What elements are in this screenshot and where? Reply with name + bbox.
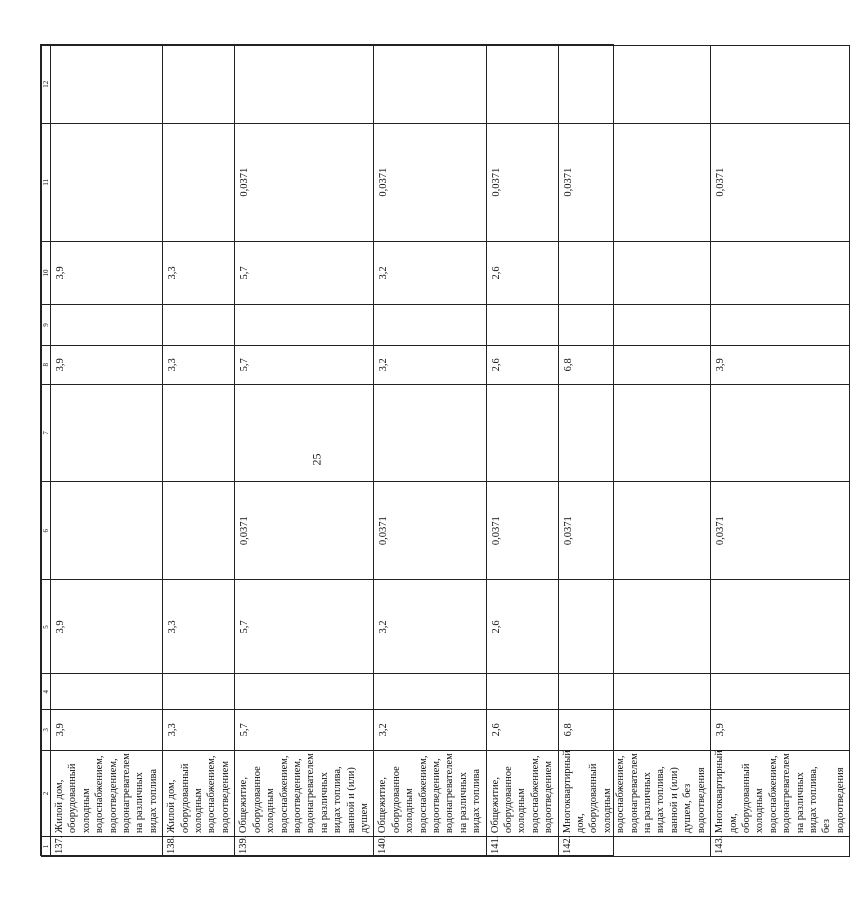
value-cell-col-12 xyxy=(163,46,235,124)
row-description: Общежитие, оборудованное холодным водоснабжением, водоотведением, водонагревателем на различных видах топлива xyxy=(374,750,486,836)
value-cell-col-11 xyxy=(51,123,163,241)
table-row xyxy=(486,46,558,857)
value-cell-col-10 xyxy=(711,241,850,304)
header-cell-11: 11 xyxy=(42,123,51,241)
header-cell-5: 5 xyxy=(42,580,51,674)
header-cell-10: 10 xyxy=(42,241,51,304)
row-description: Общежитие, оборудованное холодным водоснабжением, водоотведением, водонагревателем на различных видах топлива, ванной и (или) душем xyxy=(235,750,374,836)
value-cell-col-9 xyxy=(711,304,850,345)
header-cell-3: 3 xyxy=(42,709,51,750)
value-cell-col-7 xyxy=(235,384,374,481)
header-cell-2: 2 xyxy=(42,750,51,836)
row-number: 143. xyxy=(711,837,850,857)
value-cell-col-10: 3,2 xyxy=(374,241,486,304)
value-cell-col-9 xyxy=(374,304,486,345)
page-number: 25 xyxy=(309,453,324,466)
row-description: Жилой дом, оборудованный холодным водоснабжением, водоотведением, водонагревателем на различных видах топлива xyxy=(51,750,163,836)
value-cell-col-10: 2,6 xyxy=(486,241,558,304)
value-cell-col-8: 3,2 xyxy=(374,345,486,384)
value-cell-col-6: 0,0371 xyxy=(235,481,374,579)
value-cell-col-12 xyxy=(51,46,163,124)
value-cell-col-4 xyxy=(374,674,486,709)
value-cell-col-10: 3,9 xyxy=(51,241,163,304)
table-row xyxy=(558,46,710,857)
value-cell-col-6 xyxy=(163,481,235,579)
value-cell-col-4 xyxy=(558,674,710,709)
row-description: Жилой дом, оборудованный холодным водоснабжением, водоотведением xyxy=(163,750,235,836)
value-cell-col-5: 3,3 xyxy=(163,580,235,674)
value-cell-col-11: 0,0371 xyxy=(374,123,486,241)
row-number: 137. xyxy=(51,837,163,857)
value-cell-col-12 xyxy=(558,46,710,124)
value-cell-col-11 xyxy=(163,123,235,241)
value-cell-col-8: 2,6 xyxy=(486,345,558,384)
row-number: 142. xyxy=(558,837,710,857)
value-cell-col-7 xyxy=(486,384,558,481)
table-row xyxy=(51,46,163,857)
value-cell-col-4 xyxy=(235,674,374,709)
value-cell-col-5: 2,6 xyxy=(486,580,558,674)
header-cell-8: 8 xyxy=(42,345,51,384)
value-cell-col-10 xyxy=(558,241,710,304)
header-cell-12: 12 xyxy=(42,46,51,124)
value-cell-col-9 xyxy=(51,304,163,345)
value-cell-col-4 xyxy=(163,674,235,709)
value-cell-col-11: 0,0371 xyxy=(558,123,710,241)
value-cell-col-3: 2,6 xyxy=(486,709,558,750)
row-number: 139. xyxy=(235,837,374,857)
value-cell-col-11: 0,0371 xyxy=(235,123,374,241)
value-cell-col-8: 3,9 xyxy=(51,345,163,384)
value-cell-col-9 xyxy=(163,304,235,345)
value-cell-col-6: 0,0371 xyxy=(486,481,558,579)
value-cell-col-6: 0,0371 xyxy=(711,481,850,579)
value-cell-col-6: 0,0371 xyxy=(558,481,710,579)
header-cell-7: 7 xyxy=(42,384,51,481)
value-cell-col-5: 5,7 xyxy=(235,580,374,674)
value-cell-col-9 xyxy=(235,304,374,345)
value-cell-col-7 xyxy=(163,384,235,481)
value-cell-col-12 xyxy=(486,46,558,124)
rotated-table-content xyxy=(41,45,846,857)
value-cell-col-4 xyxy=(486,674,558,709)
row-description: Многоквартирный дом, оборудованный холодным водоснабжением, водонагревателем на различных видах топлива, без водоотведения xyxy=(711,750,850,836)
tariff-table xyxy=(40,44,846,856)
value-cell-col-8: 3,9 xyxy=(711,345,850,384)
value-cell-col-6 xyxy=(51,481,163,579)
value-cell-col-8: 5,7 xyxy=(235,345,374,384)
row-number: 141. xyxy=(486,837,558,857)
table-row xyxy=(711,46,850,857)
value-cell-col-5: 3,2 xyxy=(374,580,486,674)
value-cell-col-3: 5,7 xyxy=(235,709,374,750)
value-cell-col-8: 3,3 xyxy=(163,345,235,384)
value-cell-col-7 xyxy=(51,384,163,481)
value-cell-col-7 xyxy=(558,384,710,481)
value-cell-col-9 xyxy=(558,304,710,345)
value-cell-col-11: 0,0371 xyxy=(486,123,558,241)
row-description: Многоквартирный дом, оборудованный холодным водоснабжением, водонагревателем на различных видах топлива, ванной и (или) душем, без водоотведения xyxy=(558,750,710,836)
value-cell-col-5 xyxy=(558,580,710,674)
row-number: 138. xyxy=(163,837,235,857)
row-number: 140. xyxy=(374,837,486,857)
value-cell-col-11: 0,0371 xyxy=(711,123,850,241)
value-cell-col-12 xyxy=(235,46,374,124)
table-row xyxy=(163,46,235,857)
value-cell-col-7 xyxy=(711,384,850,481)
value-cell-col-5: 3,9 xyxy=(51,580,163,674)
header-cell-1: 1 xyxy=(42,837,51,857)
value-cell-col-6: 0,0371 xyxy=(374,481,486,579)
header-row xyxy=(42,46,51,857)
value-cell-col-3: 6,8 xyxy=(558,709,710,750)
value-cell-col-4 xyxy=(711,674,850,709)
value-cell-col-12 xyxy=(711,46,850,124)
value-cell-col-12 xyxy=(374,46,486,124)
value-cell-col-10: 5,7 xyxy=(235,241,374,304)
header-cell-4: 4 xyxy=(42,674,51,709)
value-cell-col-10: 3,3 xyxy=(163,241,235,304)
value-cell-col-3: 3,9 xyxy=(51,709,163,750)
table-row xyxy=(235,46,374,857)
value-cell-col-3: 3,3 xyxy=(163,709,235,750)
value-cell-col-7 xyxy=(374,384,486,481)
value-cell-col-3: 3,2 xyxy=(374,709,486,750)
value-cell-col-4 xyxy=(51,674,163,709)
header-cell-6: 6 xyxy=(42,481,51,579)
norms-table xyxy=(41,45,850,857)
table-row xyxy=(374,46,486,857)
row-description: Общежитие, оборудованное холодным водоснабжением, водоотведением xyxy=(486,750,558,836)
value-cell-col-5 xyxy=(711,580,850,674)
value-cell-col-9 xyxy=(486,304,558,345)
header-cell-9: 9 xyxy=(42,304,51,345)
value-cell-col-3: 3,9 xyxy=(711,709,850,750)
value-cell-col-8: 6,8 xyxy=(558,345,710,384)
